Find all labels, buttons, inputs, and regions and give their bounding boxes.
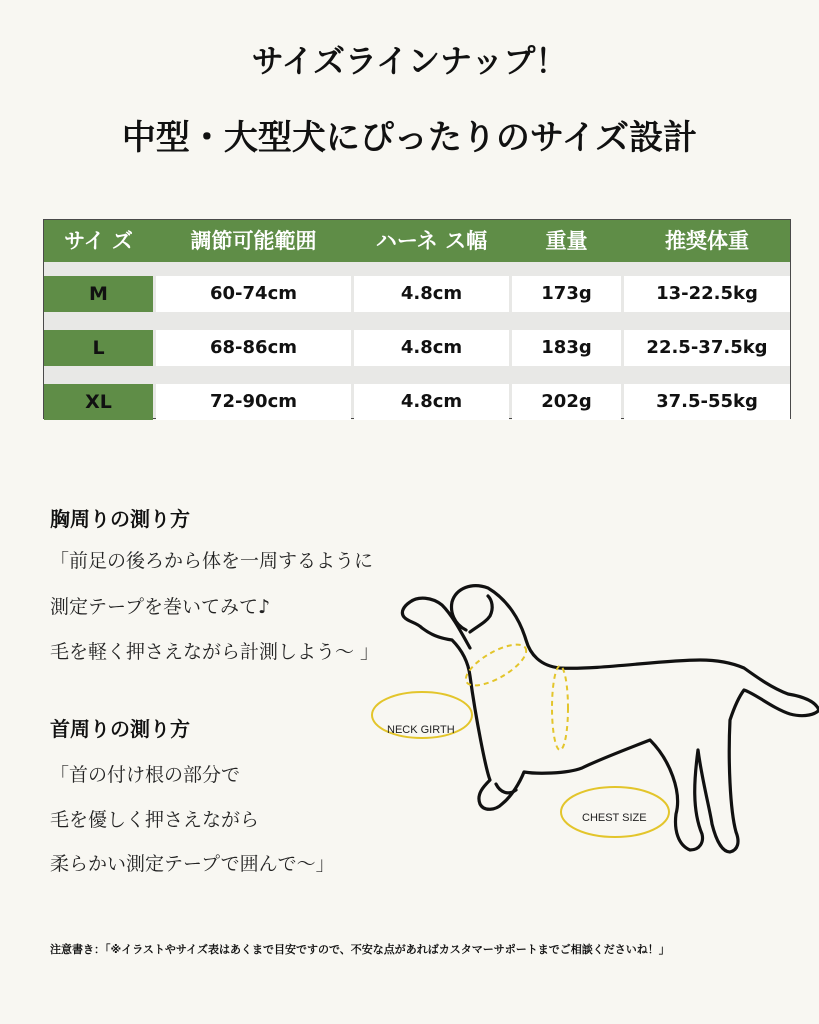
header-range: 調節可能範囲 [190, 229, 317, 253]
range-cell: 72-90cm [156, 384, 351, 420]
weight-cell: 183g [512, 330, 621, 366]
header-size: サイ ズ [64, 229, 133, 253]
header-weight: 重量 [545, 229, 588, 253]
chest-howto-line: 測定テープを巻いてみて♪ [50, 596, 271, 618]
neck-howto-line: 毛を優しく押さえながら [50, 809, 260, 831]
chest-size-label: CHEST SIZE [582, 812, 647, 824]
footnote: 注意書き：「※イラストやサイズ表はあくまで目安ですので、不安な点があればカスタマーサポートまでご相談くださいね！」 [50, 943, 670, 956]
dog-measurement-illustration [360, 560, 819, 880]
neck-howto-title: 首周りの測り方 [50, 717, 190, 741]
table-header [44, 220, 790, 262]
table-row [44, 276, 790, 312]
size-cell: XL [44, 384, 153, 420]
size-cell: L [44, 330, 153, 366]
width-cell: 4.8cm [354, 330, 509, 366]
chest-howto-line: 「前足の後ろから体を一周するように [50, 550, 374, 572]
page-subtitle: 中型・大型犬にぴったりのサイズ設計 [121, 118, 698, 158]
neck-girth-label: NECK GIRTH [387, 724, 455, 736]
range-cell: 68-86cm [156, 330, 351, 366]
size-cell: M [44, 276, 153, 312]
neck-howto-line: 柔らかい測定テープで囲んで～」 [50, 853, 335, 875]
header-dog-weight: 推奨体重 [665, 229, 749, 253]
width-cell: 4.8cm [354, 384, 509, 420]
dog-weight-cell: 22.5-37.5kg [624, 330, 790, 366]
range-cell: 60-74cm [156, 276, 351, 312]
weight-cell: 202g [512, 384, 621, 420]
chest-howto-line: 毛を軽く押さえながら計測しよう～ 」 [50, 641, 380, 663]
dog-weight-cell: 37.5-55kg [624, 384, 790, 420]
weight-cell: 173g [512, 276, 621, 312]
table-row [44, 330, 790, 366]
dog-weight-cell: 13-22.5kg [624, 276, 790, 312]
width-cell: 4.8cm [354, 276, 509, 312]
size-table [43, 219, 791, 419]
header-width: ハーネ ス幅 [375, 229, 488, 253]
neck-howto-line: 「首の付け根の部分で [50, 764, 241, 786]
chest-howto-title: 胸周りの測り方 [50, 507, 190, 531]
page-title: サイズラインナップ！ [251, 42, 568, 80]
table-row [44, 384, 790, 420]
